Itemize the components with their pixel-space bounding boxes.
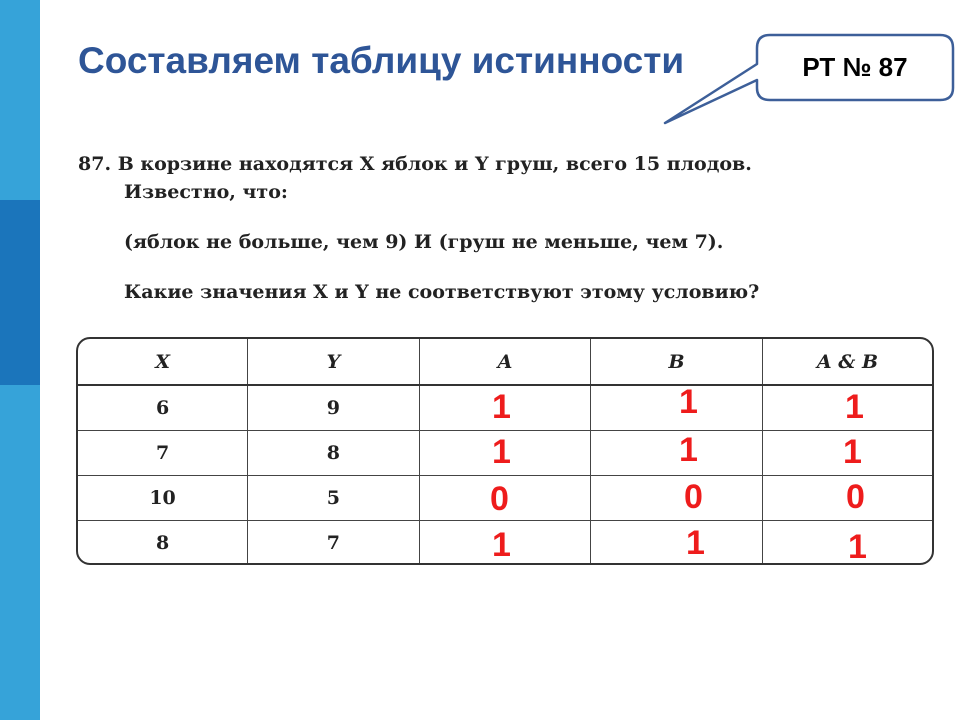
task-question: Какие значения X и Y не соответствуют этому условию? (124, 281, 760, 303)
cell-x: 7 (78, 430, 248, 475)
left-sidebar-accent (0, 200, 40, 385)
cell-x: 10 (78, 475, 248, 520)
cell-x: 8 (78, 520, 248, 565)
cell-y: 5 (248, 475, 420, 520)
answer-ab-row4: 1 (848, 528, 867, 566)
task-condition: (яблок не больше, чем 9) И (груш не меньше, чем 7). (124, 231, 724, 253)
cell-b (591, 430, 763, 475)
cell-x: 6 (78, 385, 248, 430)
header-y: Y (248, 339, 420, 385)
cell-b (591, 385, 763, 430)
answer-a-row4: 1 (492, 526, 511, 564)
task-line-2: Известно, что: (124, 181, 288, 203)
answer-a-row3: 0 (490, 480, 509, 518)
answer-a-row2: 1 (492, 433, 511, 471)
task-text (78, 150, 938, 306)
cell-b (591, 520, 763, 565)
table-header-row (78, 339, 932, 385)
cell-b (591, 475, 763, 520)
task-number: 87. (78, 153, 112, 175)
task-line-1 (78, 150, 938, 178)
answer-b-row3: 0 (684, 478, 703, 516)
header-x: X (78, 339, 248, 385)
slide-title: Составляем таблицу истинности (78, 40, 685, 81)
answer-b-row4: 1 (686, 524, 705, 562)
answer-ab-row2: 1 (843, 433, 862, 471)
cell-y: 9 (248, 385, 420, 430)
header-a-and-b: A & B (762, 339, 932, 385)
answer-ab-row1: 1 (845, 388, 864, 426)
cell-y: 7 (248, 520, 420, 565)
answer-b-row2: 1 (679, 431, 698, 469)
answer-a-row1: 1 (492, 388, 511, 426)
answer-b-row1: 1 (679, 383, 698, 421)
cell-y: 8 (248, 430, 420, 475)
header-a: A (419, 339, 591, 385)
task-sentence-1: В корзине находятся X яблок и Y груш, всего 15 плодов. (117, 153, 752, 175)
header-b: B (591, 339, 763, 385)
answer-ab-row3: 0 (846, 478, 865, 516)
callout-label: РТ № 87 (802, 51, 908, 82)
